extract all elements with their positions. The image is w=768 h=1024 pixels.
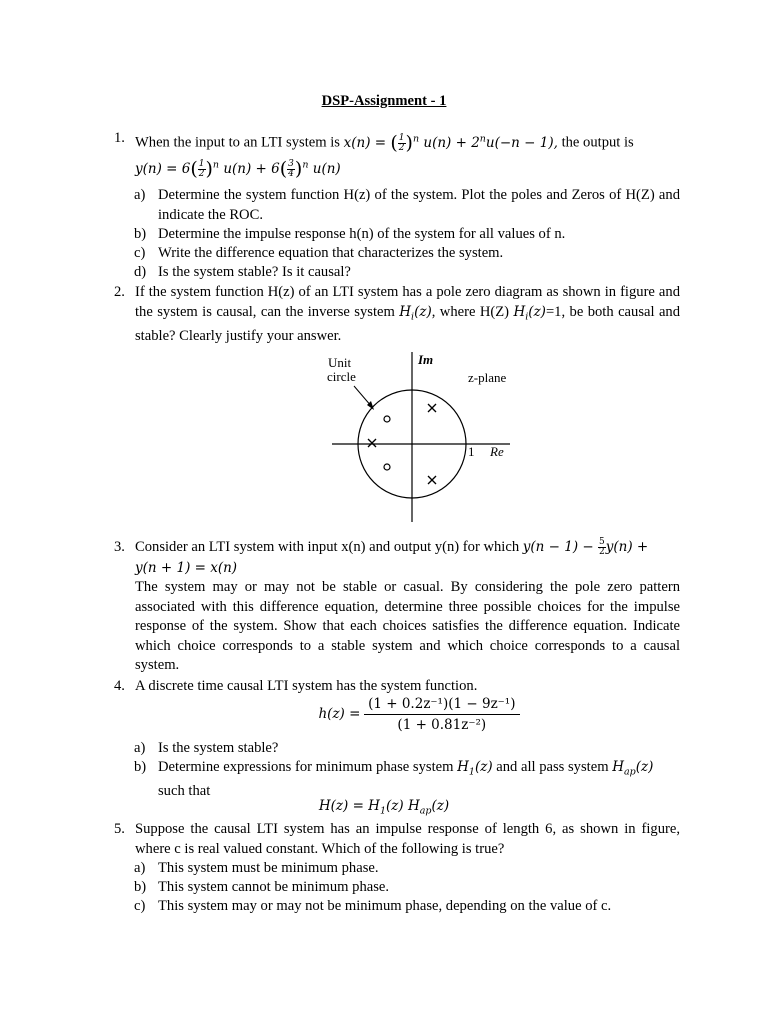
factorization-equation: $H(z) = H_1(z)$ $H_{ap}(z)$: [318, 798, 450, 817]
q1-sub-d: d) Is the system stable? Is it causal?: [134, 264, 351, 280]
input-equation: x(n) = ( $\frac{1}{2}$ )$^n$ $u(n) + 2^nu(-n - 1)$,: [343, 131, 558, 154]
page-title: DSP-Assignment - 1: [321, 93, 447, 109]
difference-equation-cont: y(n + 1) = x(n): [135, 559, 238, 576]
question-number: 2.: [114, 284, 125, 300]
im-label: Im: [418, 352, 434, 367]
pole-zero-diagram: [320, 348, 520, 526]
question-number: 4.: [114, 678, 125, 694]
question-3-paragraph: The system may or may not be stable or casual. By considering the pole zero pattern associated with this difference equation, determine three possible choices for the impulse response of the system. Show that each choices satisfies the difference equation. Indicate which choice corresponds to a stable system and which choice corresponds to a causal system.: [135, 579, 680, 673]
question-text: Consider an LTI system with input x(n) and output y(n) for which y(n − 1) − $\frac{5}{2}$ y(n) +: [135, 537, 649, 557]
q1-sub-c: c) Write the difference equation that characterizes the system.: [134, 245, 504, 261]
question-1-output-text: the output is: [561, 134, 634, 151]
question-2: [114, 283, 680, 346]
question-text: A discrete time causal LTI system has the system function.: [135, 678, 478, 694]
q5-sub-a: a) This system must be minimum phase.: [134, 860, 379, 876]
question-3: [114, 538, 680, 676]
q5-sub-c: c) This system may or may not be minimum phase, depending on the value of c.: [134, 898, 612, 914]
question-1-intro: When the input to an LTI system is: [135, 134, 340, 151]
question-number: 3.: [114, 539, 125, 555]
q5-sub-b: b) This system cannot be minimum phase.: [134, 879, 390, 895]
question-4: [114, 677, 680, 697]
zplane-label: z-plane: [468, 370, 507, 385]
q1-sub-a: a) Determine the system function H(z) of the system. Plot the poles and Zeros of H(Z) and indicate the ROC.: [134, 187, 680, 223]
q4-sub-a: a) Is the system stable?: [134, 740, 279, 756]
question-number: 1.: [114, 130, 125, 146]
question-text: If the system function H(z) of an LTI system has a pole zero diagram as shown in figure and the system is causal, can the inverse system $H_i(z)$, where H(Z) $H_i(z)=1$, be both causal and stable? Clearly justify your answer.: [135, 284, 681, 344]
output-equation: y(n) = 6( $\frac{1}{2}$ )$^n$ u(n) + 6( $\frac{3}{4}$ )$^n$ u(n): [135, 157, 341, 180]
question-text: [135, 129, 680, 153]
question-5: [114, 820, 680, 859]
zero-markers: [384, 416, 390, 470]
question-text: Suppose the causal LTI system has an impulse response of length 6, as shown in figure, where c is real valued constant. Which of the following is true?: [135, 821, 680, 857]
q1-sub-b: b) Determine the impulse response h(n) of the system for all values of n.: [134, 226, 566, 242]
re-label: Re: [490, 444, 504, 459]
question-1: [114, 129, 680, 179]
circle-label: circle: [327, 369, 356, 384]
one-label: 1: [468, 444, 475, 459]
unit-label: Unit: [328, 355, 352, 370]
system-function-equation: h(z) = $\frac{\text{(1 + 0.2z⁻¹)(1 − 9z⁻¹)}}{\text{(1 + 0.81z⁻²)}}$: [0, 696, 768, 733]
q4-sub-b: b) Determine expressions for minimum phase system $H_1(z)$ and all pass system $H_{ap}(z)$ such that: [134, 759, 654, 800]
question-number: 5.: [114, 821, 125, 837]
